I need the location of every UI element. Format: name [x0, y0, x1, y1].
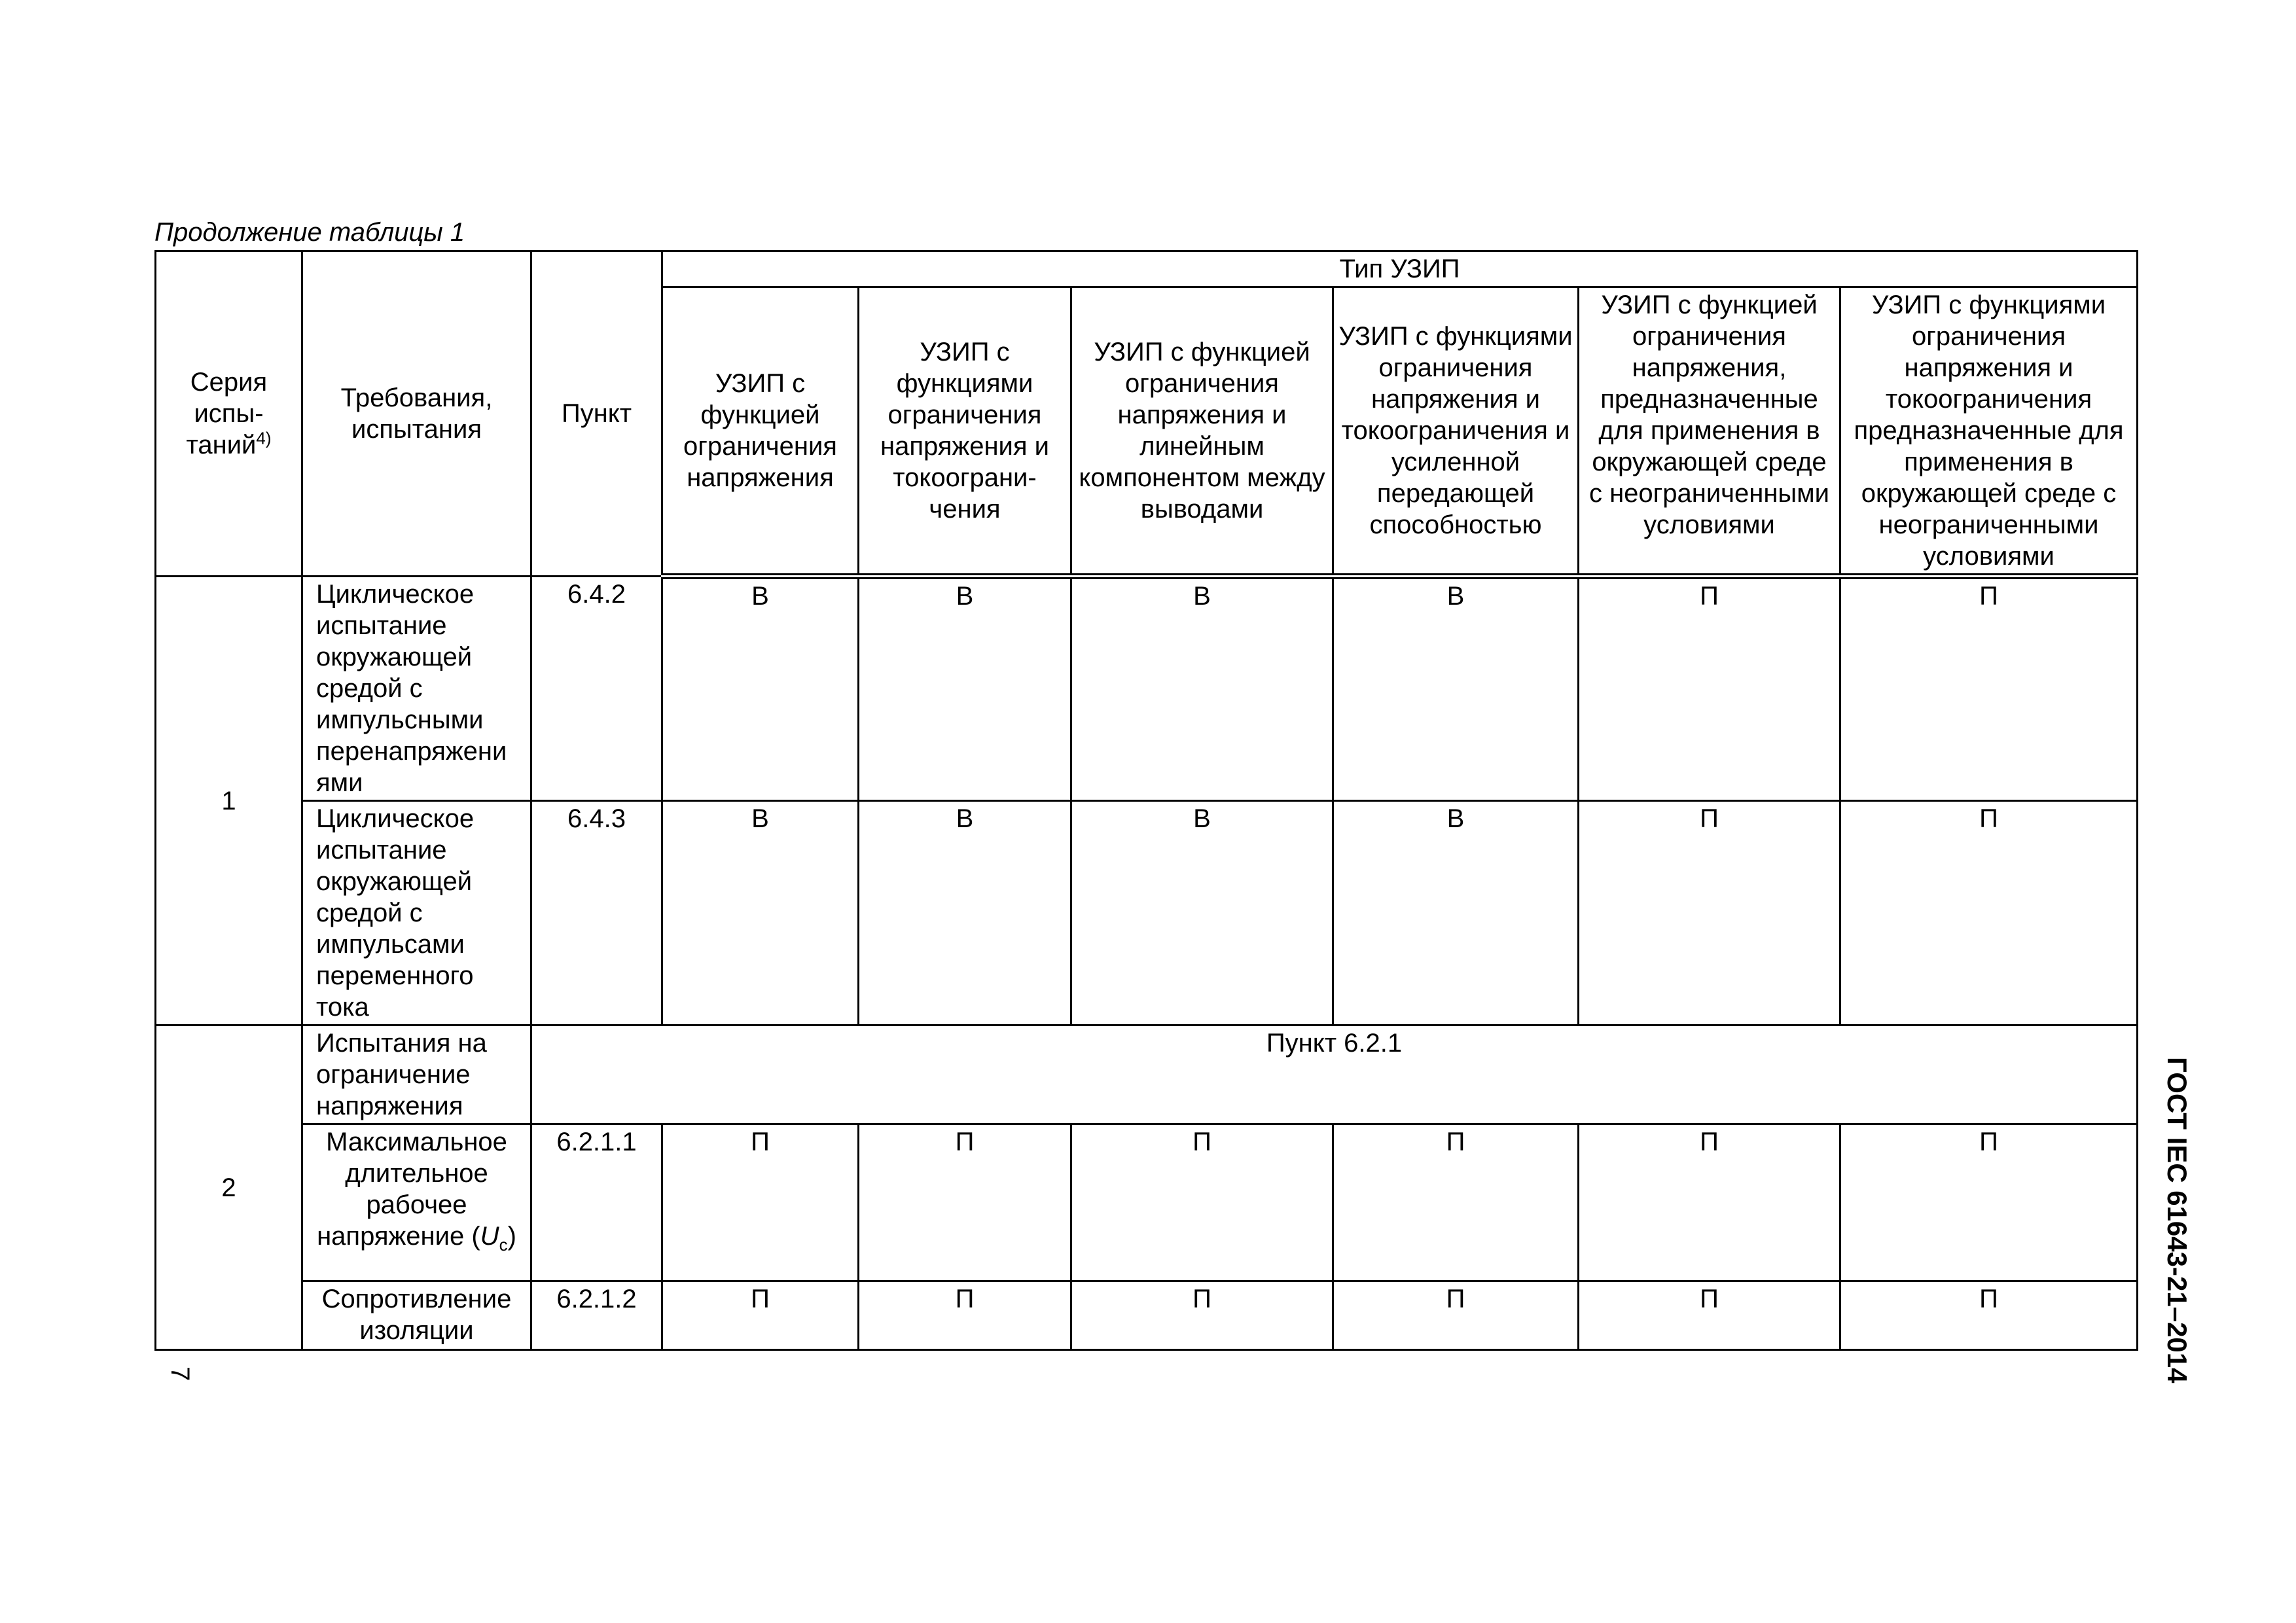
requirement-symbol: U: [480, 1222, 499, 1251]
table-row: [156, 1026, 2138, 1124]
value-cell: П: [1579, 1124, 1840, 1281]
value-cell: П: [1579, 801, 1840, 1026]
header-spd-type: Тип УЗИП: [662, 251, 2138, 287]
table-row: [156, 801, 2138, 1026]
value-cell: П: [859, 1281, 1071, 1350]
value-cell: П: [1333, 1124, 1579, 1281]
header-clause: Пункт: [531, 251, 662, 577]
value-cell: В: [1071, 577, 1333, 801]
requirement-cell: Испытания на ограничение напряжения: [302, 1026, 531, 1124]
header-col-1: УЗИП с функцией ограничения напряжения: [662, 287, 859, 577]
value-cell: В: [1333, 577, 1579, 801]
value-cell: П: [1840, 1281, 2138, 1350]
header-series: [156, 251, 302, 577]
merged-clause-cell: Пункт 6.2.1: [531, 1026, 2138, 1124]
header-col-4: УЗИП с функциями ограничения напряжения и токоограничения и усиленной передающей способностью: [1333, 287, 1579, 577]
header-col-3: УЗИП с функцией ограничения напряжения и линейным компонентом между выводами: [1071, 287, 1333, 577]
value-cell: В: [1333, 801, 1579, 1026]
table-caption: Продолжение таблицы 1: [154, 218, 465, 247]
header-series-label: Серия испы-таний: [186, 368, 268, 459]
series-cell: 1: [156, 577, 302, 1026]
value-cell: П: [1071, 1281, 1333, 1350]
requirement-symbol-sub: c: [499, 1235, 508, 1255]
value-cell: П: [662, 1281, 859, 1350]
header-col-5: УЗИП с функцией ограничения напряжения, предназначенные для применения в окружающей среде с неограниченными условиями: [1579, 287, 1840, 577]
header-requirements: Требования, испытания: [302, 251, 531, 577]
value-cell: П: [1840, 1124, 2138, 1281]
clause-cell: 6.2.1.1: [531, 1124, 662, 1281]
table-row: [156, 577, 2138, 801]
value-cell: В: [662, 577, 859, 801]
value-cell: В: [1071, 801, 1333, 1026]
requirement-cell: Циклическое испытание окружающей средой с импульсами переменного тока: [302, 801, 531, 1026]
requirement-cell: Максимальное длительное рабочее напряжение $(U_c)$: [302, 1124, 531, 1281]
requirement-text: Максимальное длительное рабочее напряжение: [317, 1128, 507, 1251]
value-cell: П: [1579, 577, 1840, 801]
value-cell: П: [1071, 1124, 1333, 1281]
clause-cell: 6.4.2: [531, 577, 662, 801]
standard-designation: ГОСТ IEC 61643-21–2014: [2162, 1057, 2193, 1383]
value-cell: П: [662, 1124, 859, 1281]
clause-cell: 6.2.1.2: [531, 1281, 662, 1350]
spd-test-table: [154, 250, 2138, 1351]
value-cell: П: [1579, 1281, 1840, 1350]
value-cell: В: [859, 801, 1071, 1026]
header-col-6: УЗИП с функциями ограничения напряжения и токоограничения предназначенные для применения в окружающей среде с неограниченными условиями: [1840, 287, 2138, 577]
requirement-cell: Сопротивление изоляции: [302, 1281, 531, 1350]
value-cell: П: [1840, 577, 2138, 801]
header-col-2: УЗИП с функциями ограничения напряжения и токоограни-чения: [859, 287, 1071, 577]
header-series-footnote: 4): [256, 428, 272, 448]
table-row: [156, 1281, 2138, 1350]
table-row: [156, 1124, 2138, 1281]
value-cell: В: [859, 577, 1071, 801]
value-cell: П: [1333, 1281, 1579, 1350]
value-cell: П: [859, 1124, 1071, 1281]
page-number: 7: [166, 1366, 194, 1382]
value-cell: В: [662, 801, 859, 1026]
clause-cell: 6.4.3: [531, 801, 662, 1026]
series-cell: 2: [156, 1026, 302, 1350]
value-cell: П: [1840, 801, 2138, 1026]
requirement-cell: Циклическое испытание окружающей средой с импульсными перенапряжени ями: [302, 577, 531, 801]
